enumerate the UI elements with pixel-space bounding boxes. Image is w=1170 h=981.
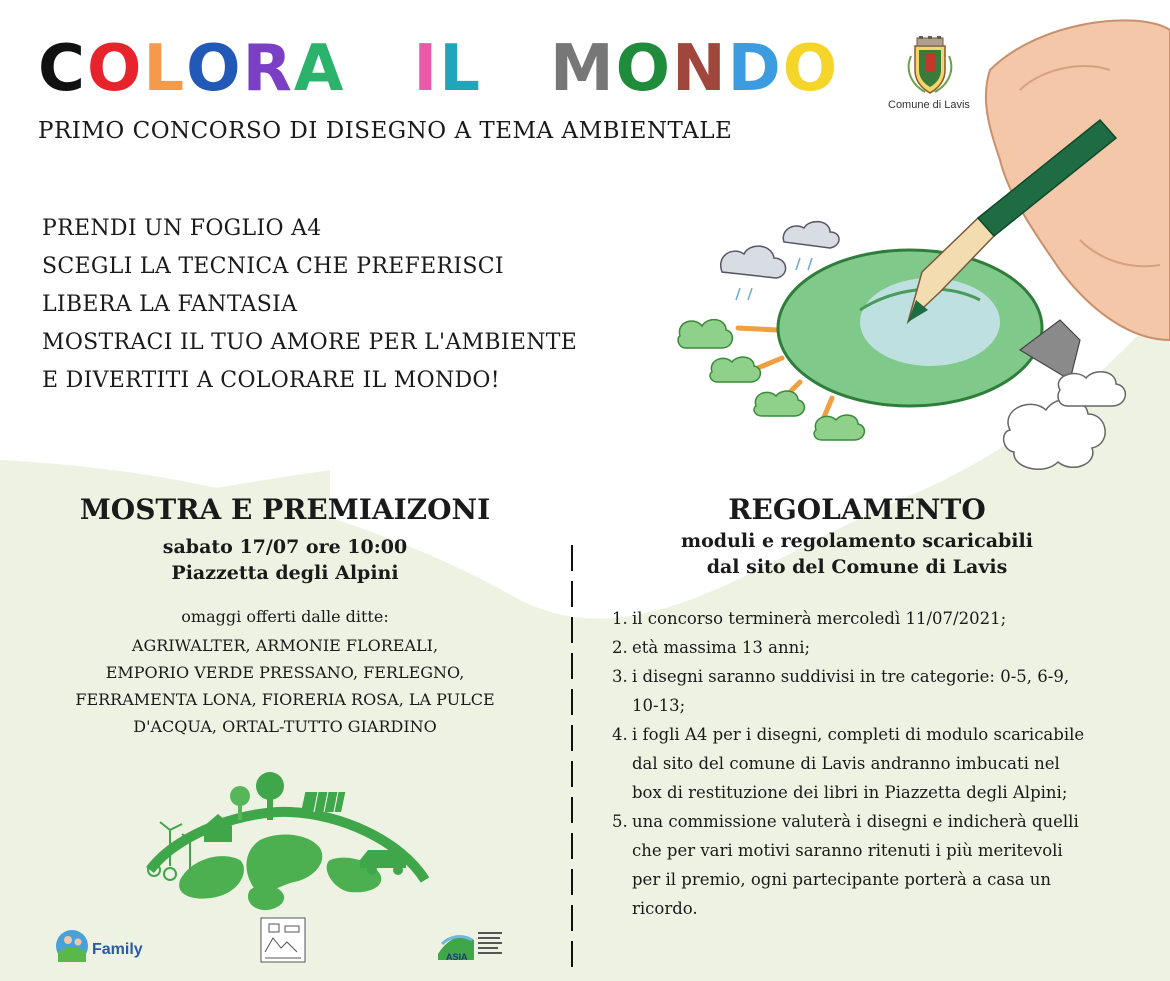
- hand-drawing-globe-illustration: [660, 10, 1170, 490]
- rule-text: [632, 633, 1152, 662]
- title-word-il: [413, 32, 482, 106]
- title-letter: M: [549, 32, 616, 106]
- event-heading: MOSTRA E PREMIAIZONI: [79, 493, 491, 526]
- title-letter: I: [413, 32, 440, 106]
- sketch-logo: [257, 912, 309, 968]
- rule-item: [612, 633, 1152, 662]
- instructions: [42, 210, 577, 400]
- rule-text: [632, 662, 1152, 720]
- rules-section: [612, 492, 1152, 923]
- asia-logo: [436, 924, 506, 964]
- title-letter: O: [615, 32, 673, 106]
- sponsor-line: AGRIWALTER, ARMONIE FLOREALI,: [131, 636, 439, 655]
- gifts-title: omaggi offerti dalle ditte:: [181, 607, 389, 626]
- instruction-line: SCEGLI LA TECNICA CHE PREFERISCI: [42, 254, 504, 279]
- rule-line: 10-13;: [632, 696, 686, 715]
- rule-number: 5.: [612, 812, 628, 831]
- rule-text: [632, 807, 1152, 923]
- rule-line: che per vari motivi saranno ritenuti i più meritevoli: [632, 841, 1063, 860]
- rule-line: ricordo.: [632, 899, 698, 918]
- instruction-line: MOSTRACI IL TUO AMORE PER L'AMBIENTE: [42, 330, 578, 355]
- rule-line: dal sito del comune di Lavis andranno imbucati nel: [632, 754, 1060, 773]
- instruction-line: LIBERA LA FANTASIA: [42, 292, 298, 317]
- title-word-colora: [38, 32, 346, 106]
- subtitle: PRIMO CONCORSO DI DISEGNO A TEMA AMBIENTALE: [38, 118, 733, 144]
- rule-item: [612, 662, 1152, 720]
- rule-number: 3.: [612, 667, 628, 686]
- rules-list: [612, 604, 1152, 923]
- rules-heading: REGOLAMENTO: [728, 493, 986, 526]
- rule-number: 1.: [612, 609, 628, 628]
- rule-line: una commissione valuterà i disegni e indicherà quelli: [632, 812, 1079, 831]
- sponsor-line: EMPORIO VERDE PRESSANO, FERLEGNO,: [105, 663, 465, 682]
- rule-text: [632, 720, 1152, 807]
- section-divider: [569, 545, 575, 975]
- rules-subheading-line: moduli e regolamento scaricabili: [681, 530, 1033, 552]
- sponsor-line: D'ACQUA, ORTAL-TUTTO GIARDINO: [133, 717, 437, 736]
- title-letter: A: [293, 32, 346, 106]
- rule-line: box di restituzione dei libri in Piazzetta degli Alpini;: [632, 783, 1068, 802]
- rule-item: [612, 720, 1152, 807]
- rules-subheading-line: dal sito del Comune di Lavis: [706, 556, 1008, 578]
- title-letter: C: [38, 32, 87, 106]
- event-date: sabato 17/07 ore 10:00: [162, 536, 408, 558]
- title-letter: O: [782, 32, 840, 106]
- event-section: [40, 492, 530, 740]
- rule-number: 2.: [612, 638, 628, 657]
- title-letter: O: [86, 32, 144, 106]
- instruction-line: E DIVERTITI A COLORARE IL MONDO!: [42, 368, 500, 393]
- rule-line: età massima 13 anni;: [632, 638, 811, 657]
- asia-logo-text: ASIA: [446, 952, 468, 962]
- rule-text: [632, 604, 1152, 633]
- rule-line: i disegni saranno suddivisi in tre categorie: 0-5, 6-9,: [632, 667, 1070, 686]
- title-letter: L: [143, 32, 187, 106]
- instruction-line: PRENDI UN FOGLIO A4: [42, 216, 322, 241]
- title-letter: R: [242, 32, 294, 106]
- title-letter: N: [672, 32, 728, 106]
- title-letter: O: [186, 32, 243, 106]
- title-letter: D: [727, 32, 783, 106]
- family-logo: [54, 924, 144, 968]
- crest-label: Comune di Lavis: [888, 99, 970, 111]
- rule-item: [612, 604, 1152, 633]
- event-place: Piazzetta degli Alpini: [171, 562, 399, 584]
- sponsors-list: [40, 632, 530, 740]
- rule-line: per il premio, ogni partecipante porterà a casa un: [632, 870, 1052, 889]
- rule-number: 4.: [612, 725, 628, 744]
- green-earth-illustration: [140, 770, 430, 920]
- family-logo-text: Family: [92, 941, 143, 958]
- rule-line: i fogli A4 per i disegni, completi di modulo scaricabile: [632, 725, 1085, 744]
- rule-item: [612, 807, 1152, 923]
- title-letter: L: [439, 32, 482, 106]
- sponsor-line: FERRAMENTA LONA, FIORERIA ROSA, LA PULCE: [75, 690, 495, 709]
- rule-line: il concorso terminerà mercoledì 11/07/2021;: [632, 609, 1007, 628]
